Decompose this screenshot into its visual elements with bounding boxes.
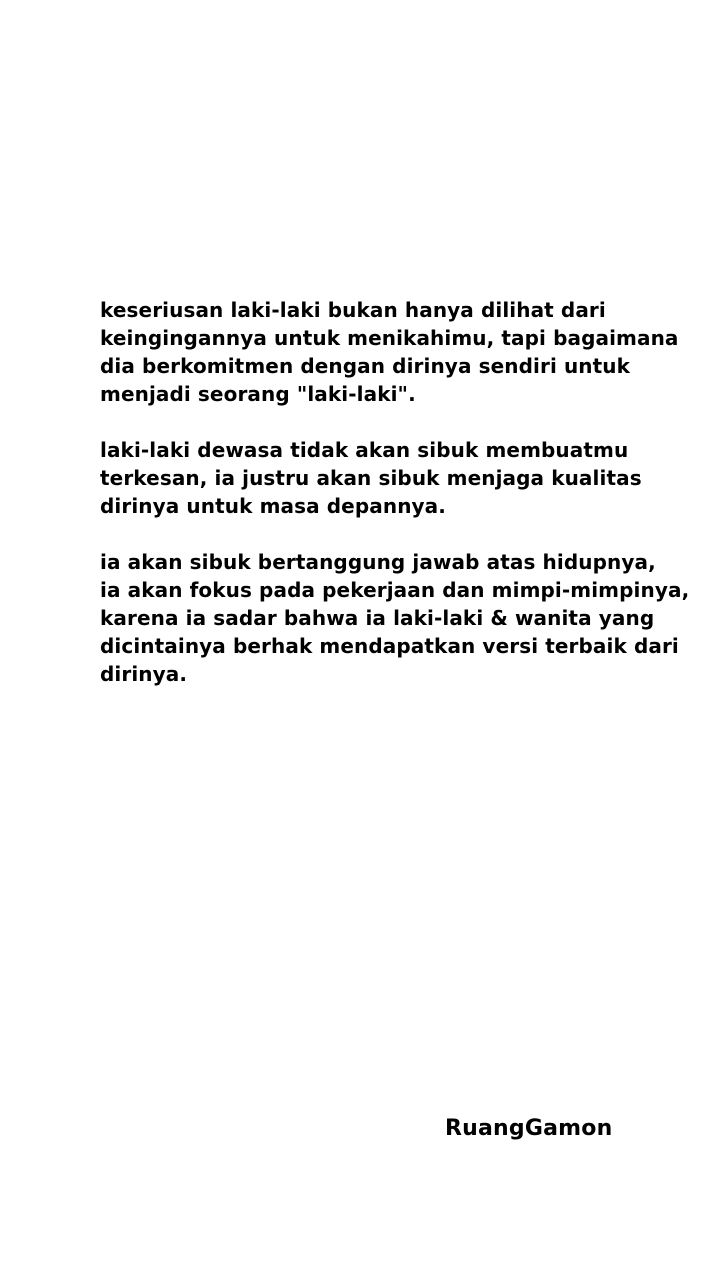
quote-line: ia akan fokus pada pekerjaan dan mimpi-mimpinya,: [100, 578, 690, 602]
quote-line: dia berkomitmen dengan dirinya sendiri untuk: [100, 354, 631, 378]
quote-line: menjadi seorang "laki-laki".: [100, 382, 416, 406]
quote-line: ia akan sibuk bertanggung jawab atas hidupnya,: [100, 550, 656, 574]
author-signature: RuangGamon: [445, 1116, 613, 1141]
quote-paragraph-1: [100, 296, 700, 408]
quote-text-block: [100, 296, 700, 716]
quote-line: terkesan, ia justru akan sibuk menjaga kualitas: [100, 466, 642, 490]
quote-line: karena ia sadar bahwa ia laki-laki & wanita yang: [100, 606, 655, 630]
quote-line: dicintainya berhak mendapatkan versi terbaik dari: [100, 634, 679, 658]
quote-line: dirinya.: [100, 662, 188, 686]
quote-line: keingingannya untuk menikahimu, tapi bagaimana: [100, 326, 679, 350]
quote-line: laki-laki dewasa tidak akan sibuk membuatmu: [100, 438, 629, 462]
quote-line: dirinya untuk masa depannya.: [100, 494, 446, 518]
quote-paragraph-3: [100, 548, 700, 688]
quote-line: keseriusan laki-laki bukan hanya dilihat dari: [100, 298, 606, 322]
quote-paragraph-2: [100, 436, 700, 520]
